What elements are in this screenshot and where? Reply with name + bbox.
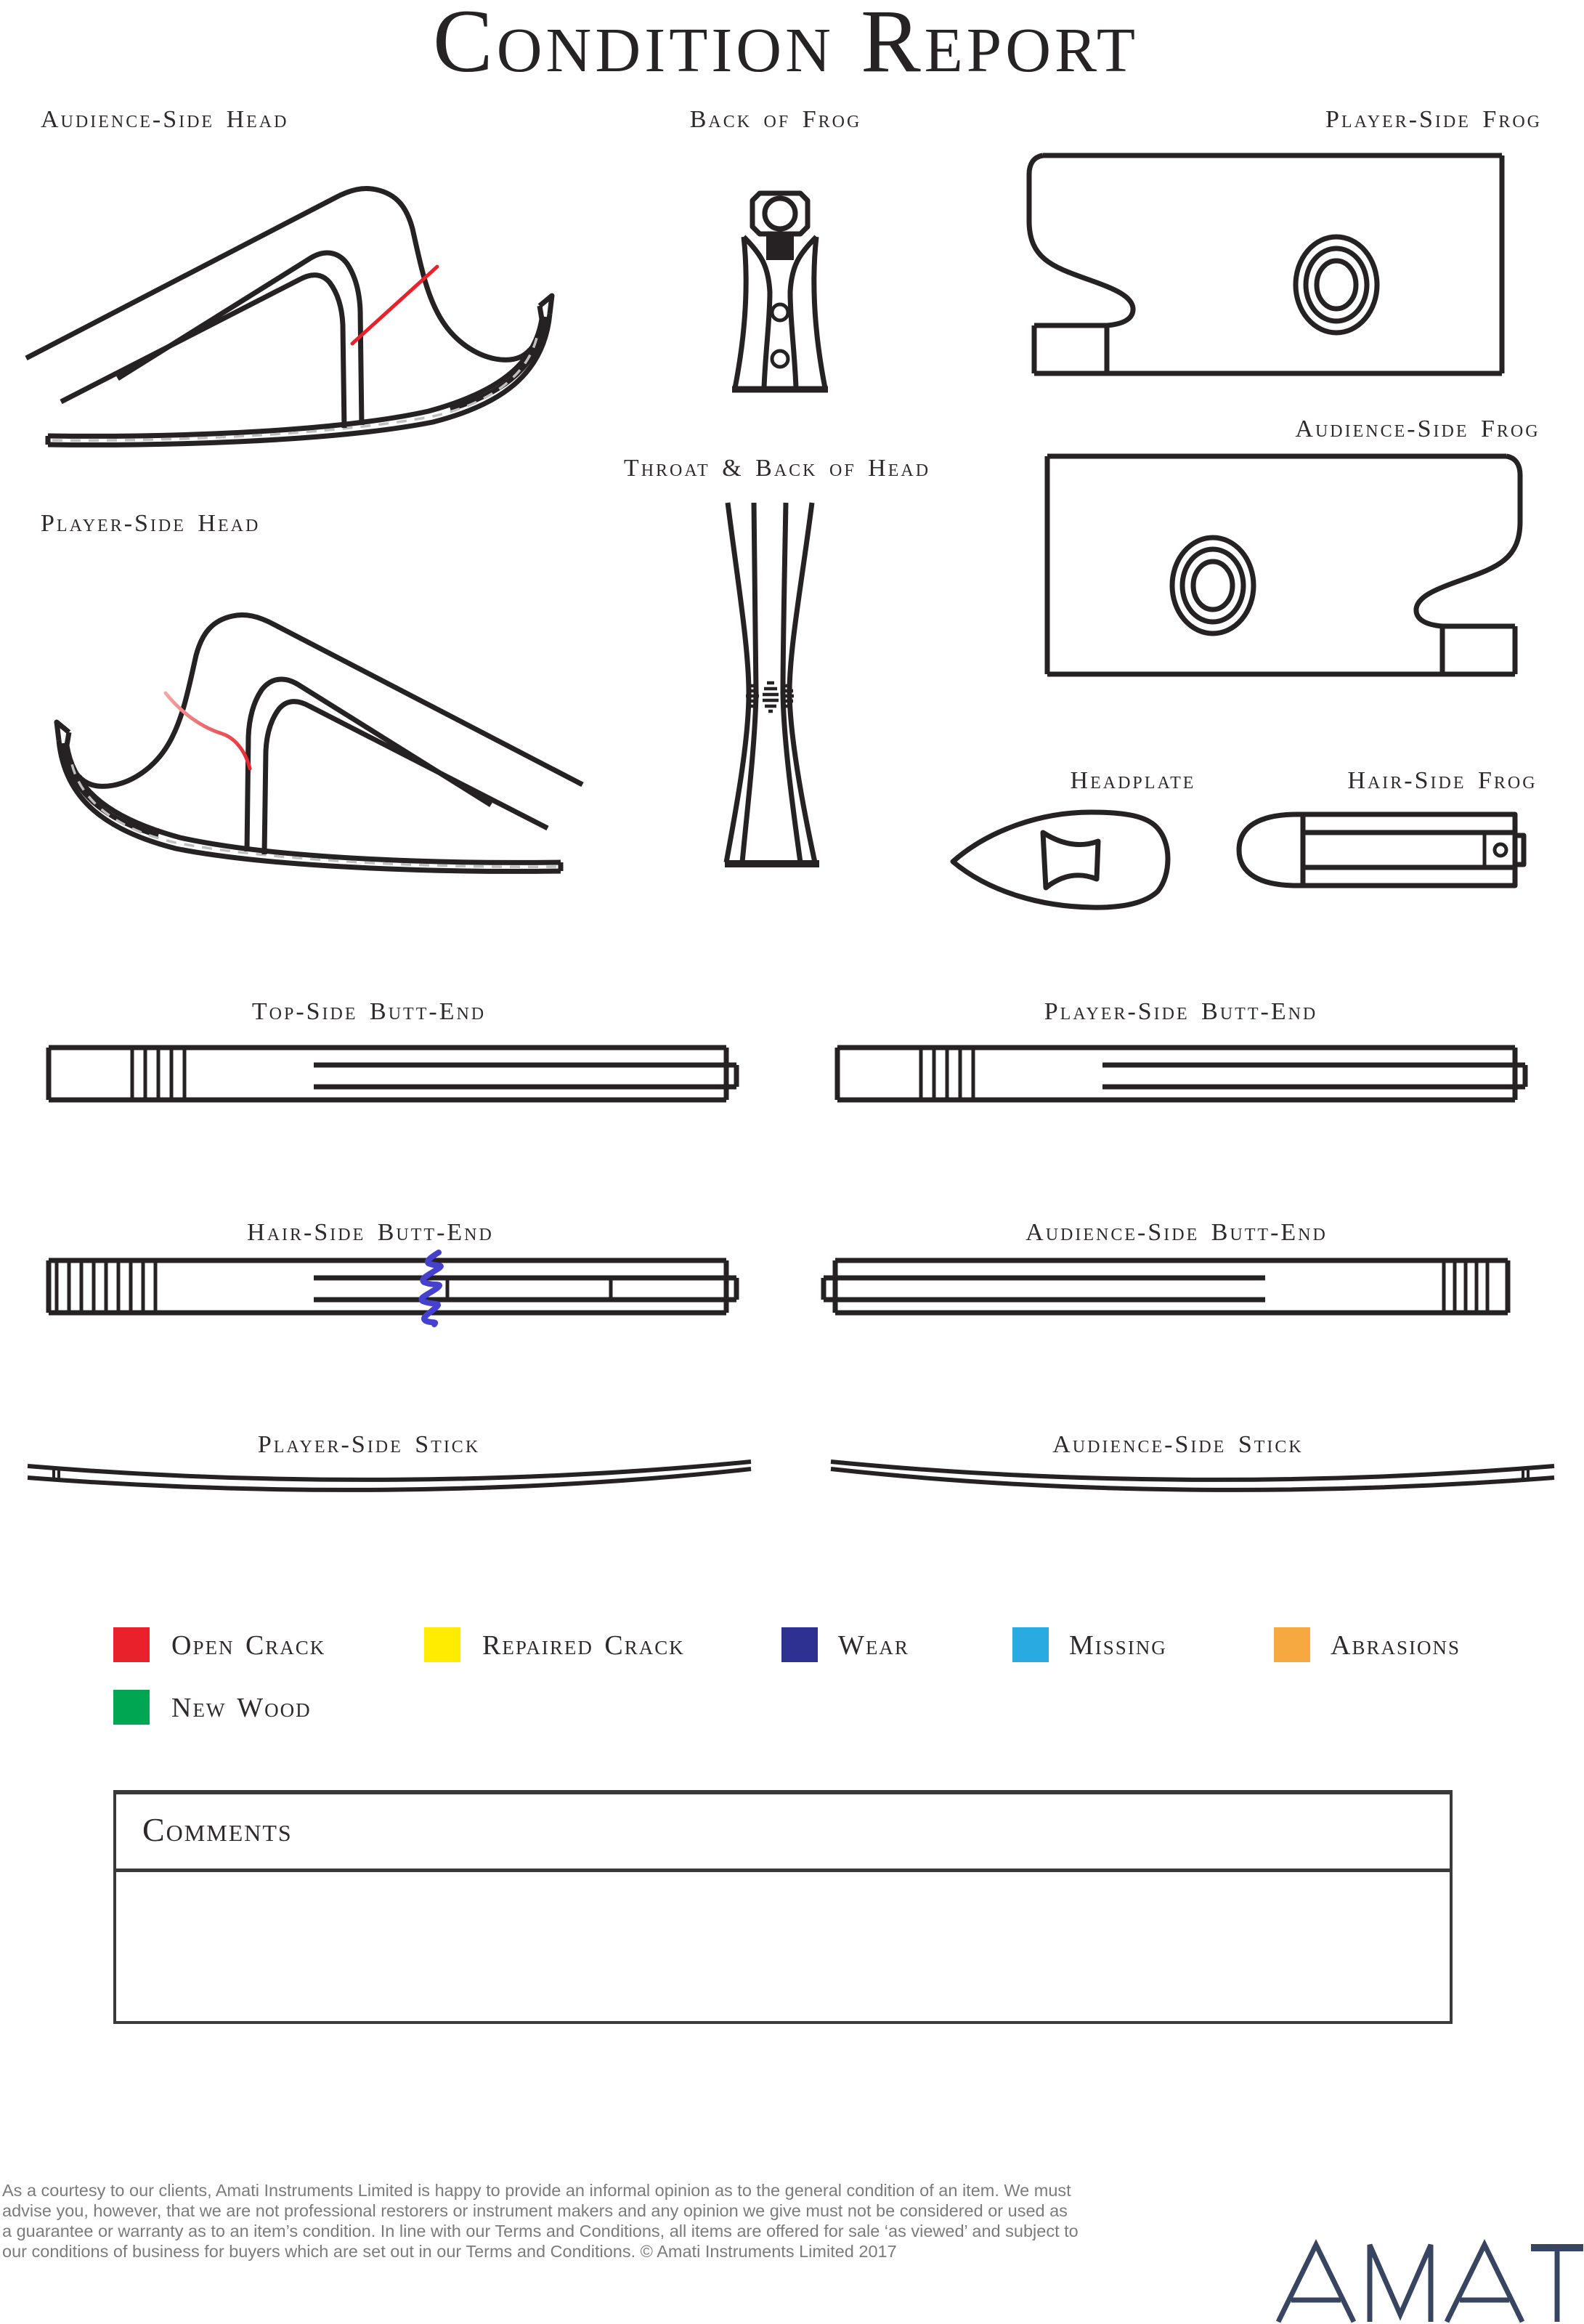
- disclaimer-line: advise you, however, that we are not professional restorers or instrument makers and any opinion we give must not be considered or used as: [2, 2201, 1068, 2220]
- audience-side-head-diagram: [22, 134, 588, 447]
- legend-label-abrasions: Abrasions: [1331, 1630, 1461, 1661]
- player-side-frog-diagram: [1023, 150, 1524, 394]
- legend-swatch-open-crack: [113, 1627, 150, 1662]
- comments-title: Comments: [142, 1811, 293, 1848]
- legend-swatch-missing: [1012, 1627, 1049, 1662]
- legend-label-missing: Missing: [1069, 1630, 1167, 1661]
- label-player-side-frog: Player-Side Frog: [1325, 106, 1542, 133]
- disclaimer-line: our conditions of business for buyers which are set out in our Terms and Conditions. © Amati Instruments Limited 2017: [2, 2242, 897, 2261]
- comments-input[interactable]: [116, 1872, 1450, 2017]
- audience-side-frog-diagram: [1025, 450, 1527, 695]
- player-side-head-diagram: [20, 561, 587, 884]
- comments-header: [116, 1794, 1450, 1872]
- open-crack-mark: [352, 267, 437, 344]
- label-throat-back-of-head: Throat & Back of Head: [623, 455, 931, 482]
- label-audience-side-butt-end: Audience-Side Butt-End: [1025, 1219, 1328, 1246]
- label-audience-side-head: Audience-Side Head: [41, 106, 289, 133]
- audience-side-butt-end-diagram: [819, 1255, 1511, 1318]
- label-player-side-stick: Player-Side Stick: [257, 1431, 481, 1458]
- label-audience-side-frog: Audience-Side Frog: [1295, 416, 1540, 442]
- disclaimer-text: [2, 2180, 1106, 2262]
- label-headplate: Headplate: [1070, 767, 1196, 794]
- legend-label-new-wood: New Wood: [171, 1693, 312, 1723]
- comments-box: [113, 1790, 1453, 2024]
- label-player-side-head: Player-Side Head: [41, 510, 261, 537]
- legend-label-wear: Wear: [838, 1630, 909, 1661]
- legend-swatch-abrasions: [1274, 1627, 1310, 1662]
- label-audience-side-stick: Audience-Side Stick: [1052, 1431, 1304, 1458]
- disclaimer-line: a guarantee or warranty as to an item’s condition. In line with our Terms and Conditions, all items are offered for sale ‘as viewed’ and subject to: [2, 2222, 1079, 2240]
- disclaimer-line: As a courtesy to our clients, Amati Instruments Limited is happy to provide an informal opinion as to the general condition of an item. We must: [2, 2181, 1071, 2200]
- label-top-side-butt-end: Top-Side Butt-End: [251, 998, 487, 1025]
- top-side-butt-end-diagram: [46, 1042, 738, 1105]
- page-title: Condition Report: [433, 0, 1139, 91]
- player-side-stick-diagram: [26, 1457, 752, 1498]
- label-back-of-frog: Back of Frog: [689, 106, 862, 133]
- back-of-frog-diagram: [726, 190, 841, 408]
- legend-label-repaired-crack: Repaired Crack: [482, 1630, 685, 1661]
- amati-logo-text: [0, 0, 1, 1]
- audience-side-stick-diagram: [829, 1457, 1556, 1498]
- throat-back-of-head-diagram: [725, 503, 826, 877]
- label-hair-side-butt-end: Hair-Side Butt-End: [247, 1219, 494, 1246]
- legend-swatch-repaired-crack: [424, 1627, 460, 1662]
- hair-wrap-hatching: [746, 683, 794, 711]
- open-crack-mark: [166, 693, 250, 769]
- legend-label-open-crack: Open Crack: [171, 1630, 326, 1661]
- legend-swatch-new-wood: [113, 1690, 150, 1725]
- label-hair-side-frog: Hair-Side Frog: [1347, 767, 1538, 794]
- amati-logo: [1275, 2242, 1584, 2323]
- label-player-side-butt-end: Player-Side Butt-End: [1044, 998, 1318, 1025]
- headplate-diagram: [949, 806, 1179, 912]
- legend-swatch-wear: [781, 1627, 818, 1662]
- hair-side-frog-diagram: [1230, 811, 1528, 889]
- hair-side-butt-end-diagram: [46, 1255, 738, 1318]
- player-side-butt-end-diagram: [835, 1042, 1527, 1105]
